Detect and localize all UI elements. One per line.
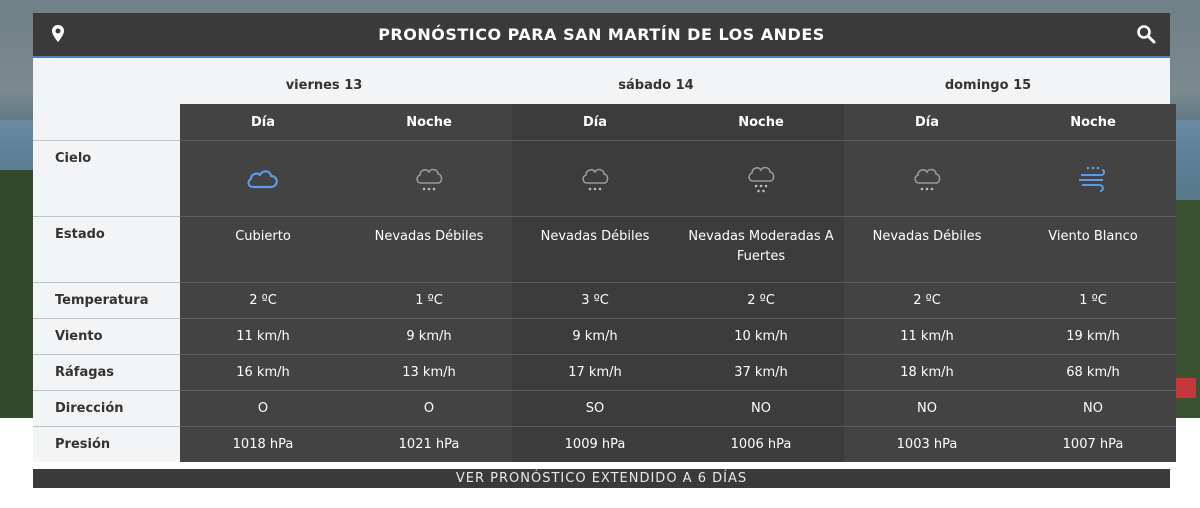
period-header: Día [180, 104, 346, 141]
gust-cell: 68 km/h [1010, 355, 1176, 391]
row-cielo [33, 141, 1176, 217]
page-title: PRONÓSTICO PARA SAN MARTÍN DE LOS ANDES [378, 25, 825, 44]
row-rafagas [33, 355, 1176, 391]
temperature-cell: 2 ºC [180, 283, 346, 319]
row-label: Temperatura [33, 283, 180, 319]
day-header: domingo 15 [944, 78, 1032, 93]
search-icon[interactable] [1136, 24, 1156, 44]
direction-cell: NO [678, 391, 844, 427]
temperature-cell: 2 ºC [678, 283, 844, 319]
temperature-cell: 3 ºC [512, 283, 678, 319]
period-header: Noche [1010, 104, 1176, 141]
day-header: viernes 13 [285, 78, 363, 93]
pressure-cell: 1007 hPa [1010, 427, 1176, 463]
pressure-cell: 1018 hPa [180, 427, 346, 463]
empty-corner [33, 104, 180, 141]
gust-cell: 37 km/h [678, 355, 844, 391]
wind-cell: 19 km/h [1010, 319, 1176, 355]
wind-cell: 11 km/h [844, 319, 1010, 355]
moderate-snow-icon [741, 161, 781, 197]
row-label: Viento [33, 319, 180, 355]
blowing-snow-wind-icon [1073, 161, 1113, 197]
period-header: Día [512, 104, 678, 141]
temperature-cell: 1 ºC [346, 283, 512, 319]
day-header: sábado 14 [618, 78, 694, 93]
row-direccion [33, 391, 1176, 427]
wind-cell: 9 km/h [512, 319, 678, 355]
row-label: Presión [33, 427, 180, 463]
estado-cell: Viento Blanco [1010, 217, 1176, 283]
temperature-cell: 2 ºC [844, 283, 1010, 319]
period-header: Noche [346, 104, 512, 141]
row-label: Estado [33, 217, 180, 283]
pressure-cell: 1003 hPa [844, 427, 1010, 463]
forecast-header [33, 13, 1170, 58]
period-header: Noche [678, 104, 844, 141]
forecast-table [33, 104, 1176, 462]
direction-cell: NO [844, 391, 1010, 427]
estado-cell: Nevadas Débiles [346, 217, 512, 283]
period-header: Día [844, 104, 1010, 141]
light-snow-icon [907, 161, 947, 197]
gust-cell: 17 km/h [512, 355, 678, 391]
forecast-panel [33, 58, 1170, 452]
row-label: Cielo [33, 141, 180, 217]
row-presion [33, 427, 1176, 463]
row-label: Ráfagas [33, 355, 180, 391]
estado-cell: Nevadas Débiles [512, 217, 678, 283]
cloud-icon [243, 161, 283, 197]
row-temperatura [33, 283, 1176, 319]
direction-cell: NO [1010, 391, 1176, 427]
wind-cell: 9 km/h [346, 319, 512, 355]
estado-cell: Cubierto [180, 217, 346, 283]
forecast-widget [33, 13, 1170, 452]
wind-cell: 10 km/h [678, 319, 844, 355]
wind-cell: 11 km/h [180, 319, 346, 355]
light-snow-icon [409, 161, 449, 197]
pressure-cell: 1009 hPa [512, 427, 678, 463]
row-estado [33, 217, 1176, 283]
day-headers [33, 58, 1170, 104]
gust-cell: 18 km/h [844, 355, 1010, 391]
row-label: Dirección [33, 391, 180, 427]
light-snow-icon [575, 161, 615, 197]
gust-cell: 13 km/h [346, 355, 512, 391]
estado-cell: Nevadas Moderadas A Fuertes [678, 217, 844, 283]
direction-cell: O [180, 391, 346, 427]
estado-cell: Nevadas Débiles [844, 217, 1010, 283]
extended-forecast-button[interactable]: VER PRONÓSTICO EXTENDIDO A 6 DÍAS [33, 469, 1170, 488]
pressure-cell: 1006 hPa [678, 427, 844, 463]
direction-cell: O [346, 391, 512, 427]
period-header-row [33, 104, 1176, 141]
gust-cell: 16 km/h [180, 355, 346, 391]
temperature-cell: 1 ºC [1010, 283, 1176, 319]
pressure-cell: 1021 hPa [346, 427, 512, 463]
row-viento [33, 319, 1176, 355]
direction-cell: SO [512, 391, 678, 427]
